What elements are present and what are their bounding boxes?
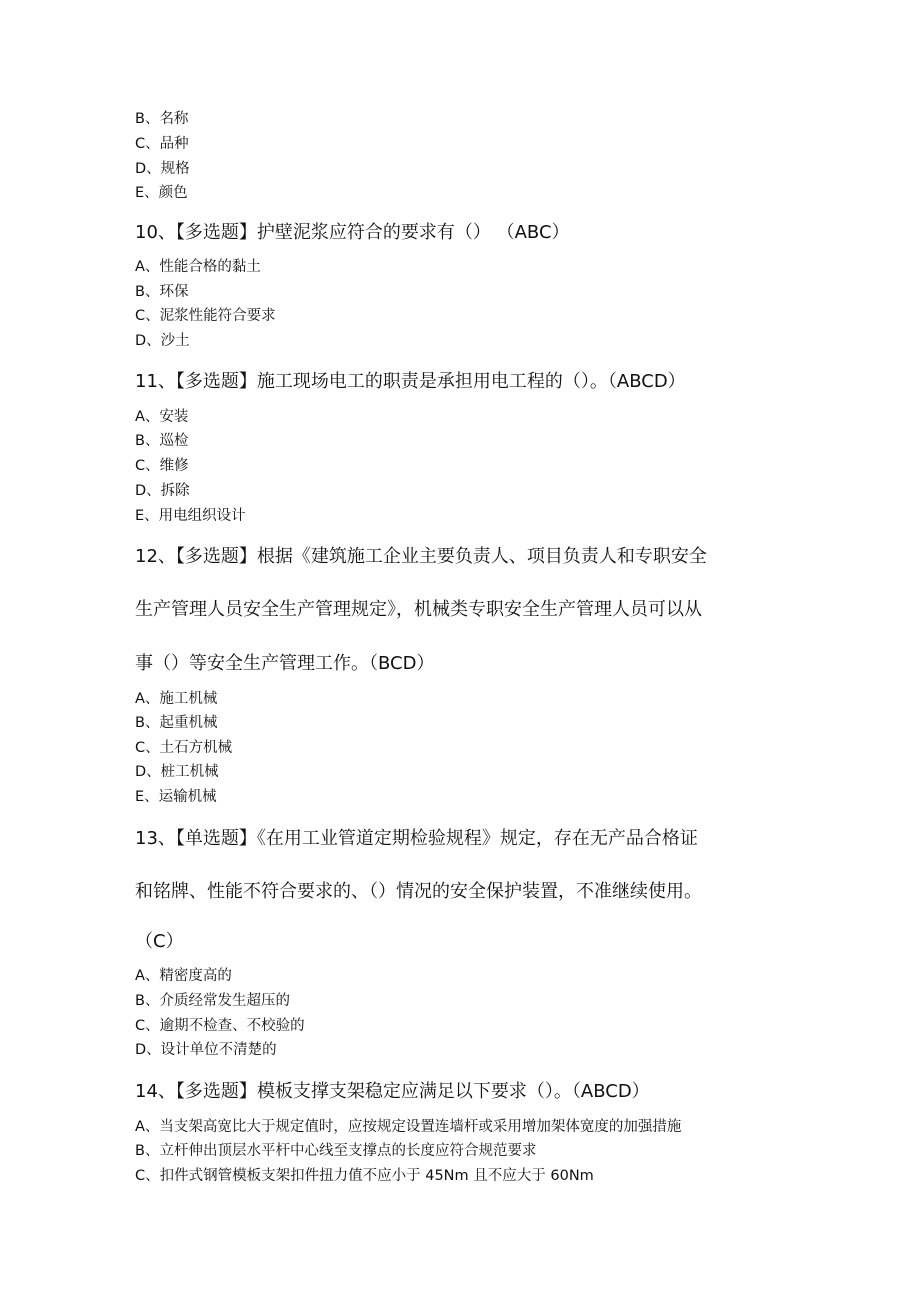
option-line: E、用电组织设计 bbox=[135, 508, 246, 524]
option-line: D、桩工机械 bbox=[135, 764, 219, 780]
option-line: D、规格 bbox=[135, 161, 190, 177]
option-line: A、施工机械 bbox=[135, 691, 218, 707]
question-line: 11、【多选题】施工现场电工的职责是承担用电工程的（）。（ABCD） bbox=[135, 371, 686, 392]
option-line: B、环保 bbox=[135, 284, 189, 300]
option-line: A、性能合格的黏土 bbox=[135, 259, 261, 275]
option-line: C、土石方机械 bbox=[135, 740, 233, 756]
question-line: 10、【多选题】护壁泥浆应符合的要求有（） （ABC） bbox=[135, 222, 570, 243]
option-line: B、名称 bbox=[135, 111, 189, 127]
option-line: D、设计单位不清楚的 bbox=[135, 1042, 277, 1058]
option-line: A、精密度高的 bbox=[135, 968, 232, 984]
question-line: 12、【多选题】根据《建筑施工企业主要负责人、项目负责人和专职安全 bbox=[135, 546, 707, 567]
question-line: 14、【多选题】模板支撑支架稳定应满足以下要求（）。（ABCD） bbox=[135, 1081, 650, 1102]
option-line: C、逾期不检查、不校验的 bbox=[135, 1018, 305, 1034]
question-line: 13、【单选题】《在用工业管道定期检验规程》规定，存在无产品合格证 bbox=[135, 828, 698, 849]
option-line: C、扣件式钢管模板支架扣件扭力值不应小于 45Nm 且不应大于 60Nm bbox=[135, 1168, 594, 1184]
option-line: C、泥浆性能符合要求 bbox=[135, 308, 276, 324]
question-line: （C） bbox=[135, 931, 184, 952]
question-line: 事（）等安全生产管理工作。（BCD） bbox=[135, 653, 435, 674]
option-line: E、颜色 bbox=[135, 185, 188, 201]
question-line: 生产管理人员安全生产管理规定》，机械类专职安全生产管理人员可以从 bbox=[135, 599, 702, 620]
option-line: D、拆除 bbox=[135, 483, 190, 499]
question-line: 和铭牌、性能不符合要求的、（）情况的安全保护装置，不准继续使用。 bbox=[135, 881, 702, 902]
option-line: B、介质经常发生超压的 bbox=[135, 993, 290, 1009]
option-line: B、立杆伸出顶层水平杆中心线至支撑点的长度应符合规范要求 bbox=[135, 1143, 537, 1159]
option-line: D、沙土 bbox=[135, 333, 190, 349]
option-line: C、品种 bbox=[135, 136, 189, 152]
option-line: A、当支架高宽比大于规定值时，应按规定设置连墙杆或采用增加架体宽度的加强措施 bbox=[135, 1119, 682, 1135]
option-line: B、巡检 bbox=[135, 433, 189, 449]
option-line: B、起重机械 bbox=[135, 715, 218, 731]
option-line: E、运输机械 bbox=[135, 789, 217, 805]
option-line: C、维修 bbox=[135, 458, 189, 474]
option-line: A、安装 bbox=[135, 409, 189, 425]
